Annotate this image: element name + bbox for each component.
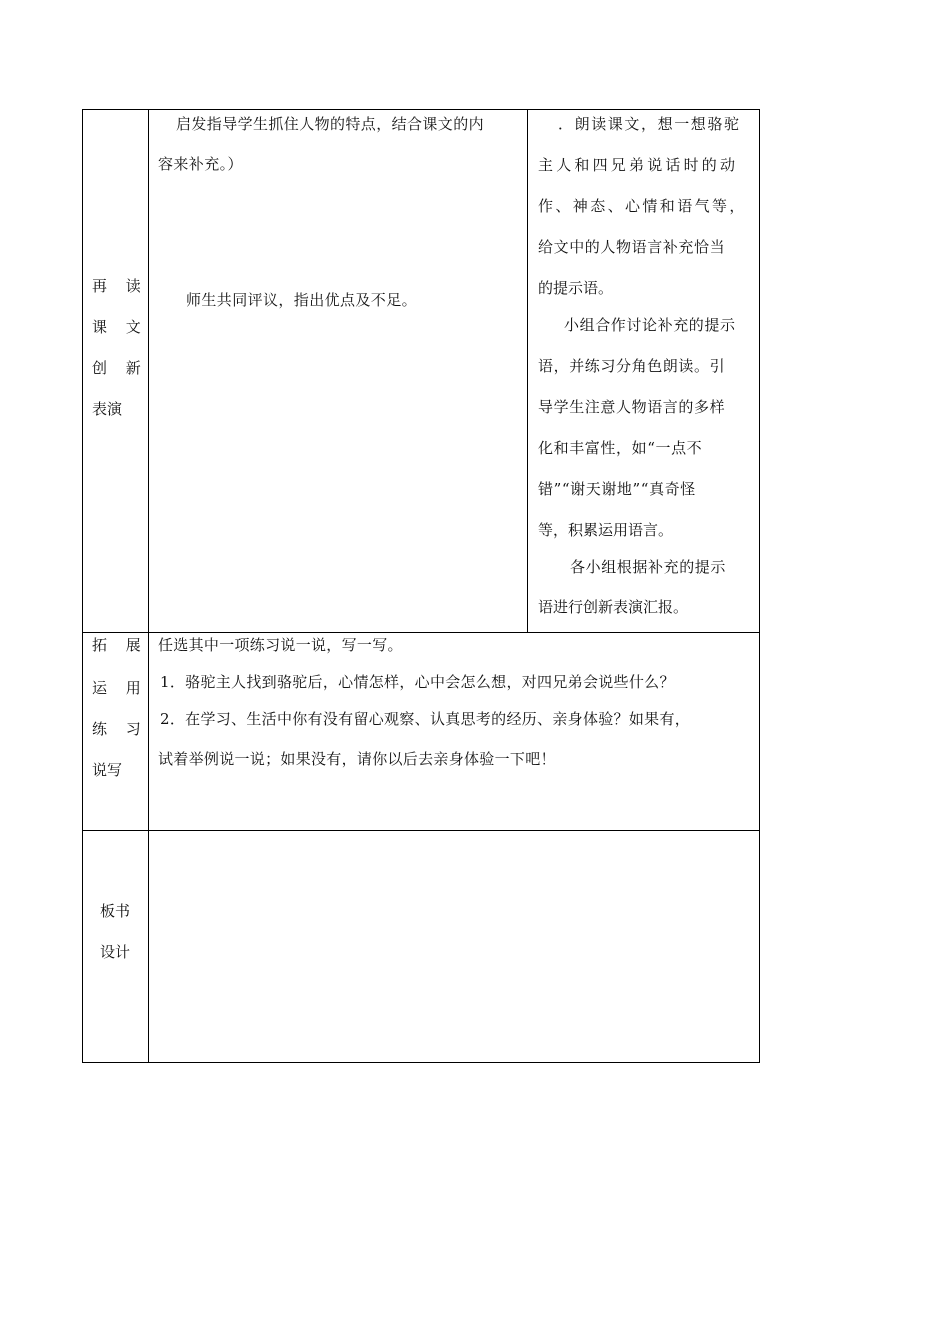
student-text-line-8: 导学生注意人物语言的多样 bbox=[538, 398, 726, 416]
row-label-reread-2: 课 文 bbox=[92, 318, 141, 336]
student-text-line-7: 语，并练习分角色朗读。引 bbox=[538, 357, 726, 375]
row-label-extend-3: 练 习 bbox=[92, 720, 141, 738]
student-text-line-11: 等，积累运用语言。 bbox=[538, 521, 674, 539]
student-text-line-4: 给文中的人物语言补充恰当 bbox=[538, 238, 726, 256]
table-border-bottom bbox=[82, 1062, 760, 1063]
teacher-text-line-3: 师生共同评议，指出优点及不足。 bbox=[186, 291, 418, 309]
student-text-line-9: 化和丰富性，如“一点不 bbox=[538, 439, 703, 457]
row-label-reread-3: 创 新 bbox=[92, 359, 141, 377]
board-design-area bbox=[149, 831, 759, 1062]
student-text-line-12: 各小组根据补充的提示 bbox=[570, 558, 727, 576]
row-label-board-2: 设计 bbox=[100, 943, 131, 961]
student-text-line-6: 小组合作讨论补充的提示 bbox=[564, 316, 736, 334]
row-label-extend-4: 说写 bbox=[92, 761, 123, 779]
extend-text-line-1: 任选其中一项练习说一说，写一写。 bbox=[158, 636, 403, 654]
row-label-extend-2: 运 用 bbox=[92, 679, 141, 697]
row-divider-1 bbox=[82, 632, 760, 633]
student-text-line-5: 的提示语。 bbox=[538, 279, 614, 297]
table-border-top bbox=[82, 109, 760, 110]
student-text-line-10: 错”“谢天谢地”“真奇怪 bbox=[538, 480, 696, 498]
teacher-text-line-1: 启发指导学生抓住人物的特点，结合课文的内 bbox=[176, 115, 485, 133]
row-label-board-1: 板书 bbox=[100, 902, 131, 920]
table-border-right bbox=[759, 109, 760, 1063]
row-label-reread-1: 再 读 bbox=[92, 277, 141, 295]
teacher-text-line-2: 容来补充。） bbox=[158, 155, 243, 173]
student-text-line-1: ．朗读课文，想一想骆驼 bbox=[558, 115, 741, 133]
row-label-extend-1: 拓 展 bbox=[92, 636, 141, 654]
extend-text-line-2: 1．骆驼主人找到骆驼后，心情怎样，心中会怎么想，对四兄弟会说些什么？ bbox=[160, 673, 675, 691]
student-text-line-13: 语进行创新表演汇报。 bbox=[538, 598, 689, 616]
row-label-reread-4: 表演 bbox=[92, 400, 123, 418]
student-text-line-2: 主人和四兄弟说话时的动 bbox=[538, 156, 739, 174]
extend-text-line-3: 2．在学习、生活中你有没有留心观察、认真思考的经历、亲身体验？如果有， bbox=[160, 710, 691, 728]
student-text-line-3: 作、神态、心情和语气等， bbox=[538, 197, 747, 215]
column-divider-2 bbox=[527, 109, 528, 633]
extend-text-line-4: 试着举例说一说；如果没有，请你以后去亲身体验一下吧！ bbox=[158, 750, 556, 768]
table-border-left bbox=[82, 109, 83, 1063]
